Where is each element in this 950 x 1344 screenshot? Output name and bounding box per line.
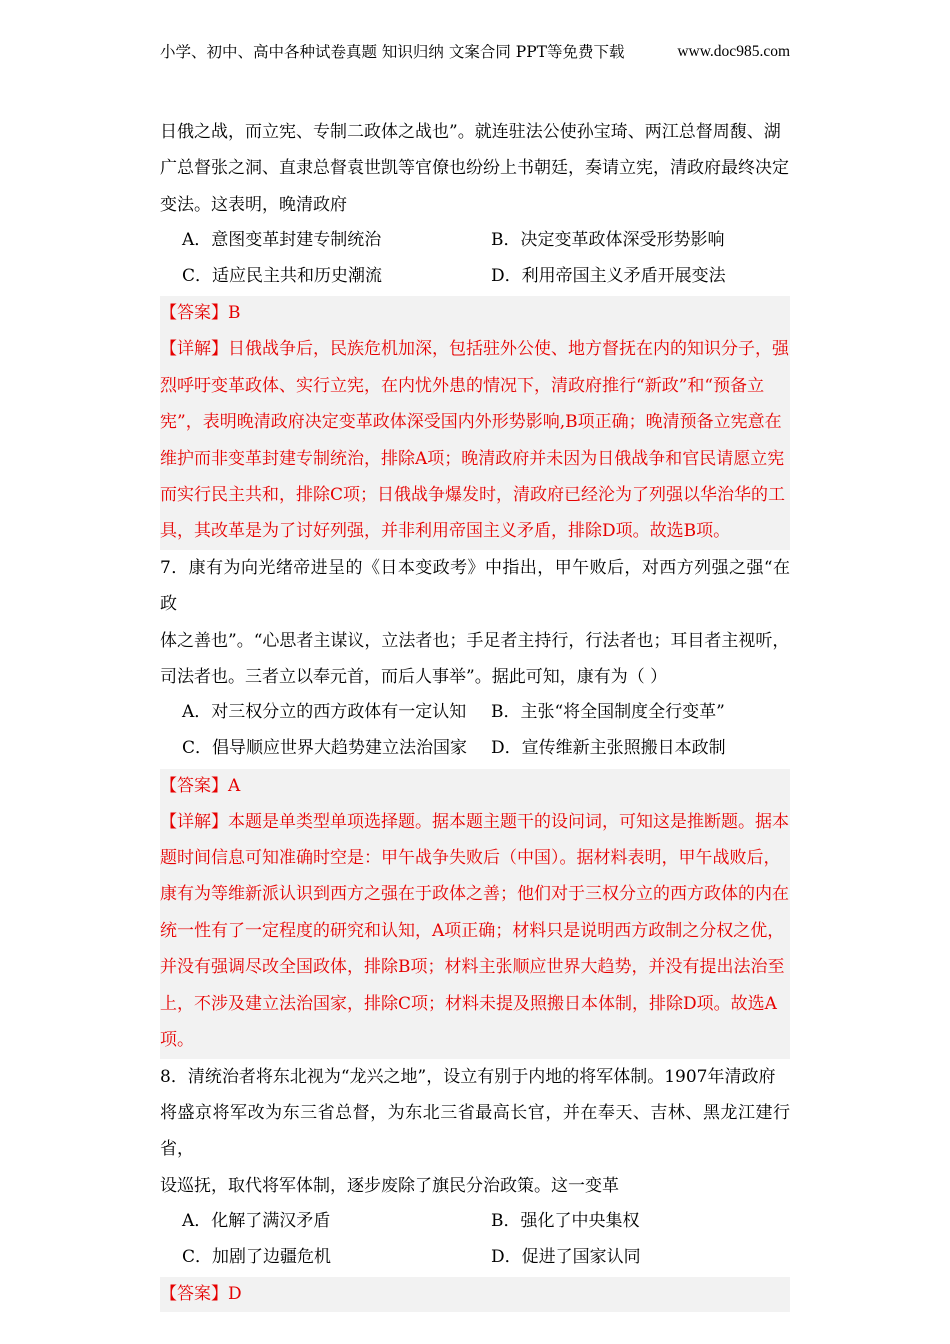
answer-block (160, 769, 790, 1059)
answer-block (160, 1277, 790, 1312)
option-c: C．加剧了边疆危机 (182, 1246, 332, 1267)
question-stem-line: 7．康有为向光绪帝进呈的《日本变政考》中指出，甲午败后，对西方列强之强“在政 (160, 557, 790, 615)
explanation-line: 烈呼吁变革政体、实行立宪，在内忧外患的情况下，清政府推行“新政”和“预备立 (160, 375, 765, 396)
explanation-line: 具，其改革是为了讨好列强，并非利用帝国主义矛盾，排除D项。故选B项。 (160, 521, 731, 542)
explanation-line: 而实行民主共和，排除C项；日俄战争爆发时，清政府已经沦为了列强以华治华的工 (160, 485, 786, 506)
explanation-line: 项。 (160, 1030, 194, 1051)
question-stem-line: 日俄之战，而立宪、专制二政体之战也”。就连驻法公使孙宝琦、两江总督周馥、湖 (160, 122, 781, 142)
header-slogan: 小学、初中、高中各种试卷真题 知识归纳 文案合同 PPT等免费下载 (160, 43, 625, 61)
option-row (160, 695, 790, 731)
question-stem-line: 司法者也。三者立以奉元首，而后人事举”。据此可知，康有为（ ） (160, 667, 668, 688)
question-6 (160, 114, 790, 550)
question-stem-line: 广总督张之洞、直隶总督袁世凯等官僚也纷纷上书朝廷，奏请立宪，清政府最终决定 (160, 158, 789, 179)
answer-label: 【答案】A (160, 775, 241, 796)
explanation-line: 【详解】本题是单类型单项选择题。据本题主题干的设问词，可知这是推断题。据本 (160, 811, 789, 832)
question-8 (160, 1059, 790, 1313)
question-stem-line: 设巡抚，取代将军体制，逐步废除了旗民分治政策。这一变革 (160, 1175, 619, 1196)
option-a: A．对三权分立的西方政体有一定认知 (182, 702, 467, 723)
question-stem-line: 体之善也”。“心思者主谋议，立法者也；手足者主持行，行法者也；耳目者主视听， (160, 630, 790, 651)
answer-label: 【答案】B (160, 303, 241, 324)
option-row (160, 731, 790, 767)
explanation-line: 题时间信息可知准确时空是：甲午战争失败后（中国）。据材料表明，甲午战败后， (160, 848, 781, 869)
option-c: C．倡导顺应世界大趋势建立法治国家 (182, 738, 468, 759)
explanation-line: 维护而非变革封建专制统治，排除A项；晚清政府并未因为日俄战争和官民请愿立宪 (160, 448, 785, 469)
option-row (160, 223, 790, 259)
header-url: www.doc985.com (677, 43, 790, 60)
page-header (160, 42, 790, 62)
answer-label: 【答案】D (160, 1284, 242, 1305)
question-stem-line: 将盛京将军改为东三省总督，为东北三省最高长官，并在奉天、吉林、黑龙江建行省， (160, 1102, 790, 1160)
document-body (160, 114, 790, 1312)
explanation-line: 【详解】日俄战争后，民族危机加深，包括驻外公使、地方督抚在内的知识分子，强 (160, 339, 789, 360)
option-b: B．强化了中央集权 (491, 1211, 640, 1232)
option-row (160, 1240, 790, 1276)
answer-block (160, 296, 790, 549)
option-b: B．主张“将全国制度全行变革” (491, 702, 725, 723)
question-stem-line: 8．清统治者将东北视为“龙兴之地”，设立有别于内地的将军体制。1907年清政府 (160, 1066, 776, 1087)
option-d: D．利用帝国主义矛盾开展变法 (491, 265, 726, 286)
question-7 (160, 550, 790, 1059)
option-c: C．适应民主共和历史潮流 (182, 265, 383, 286)
explanation-line: 宪”，表明晚清政府决定变革政体深受国内外形势影响,B项正确；晚清预备立宪意在 (160, 412, 782, 433)
option-a: A．化解了满汉矛盾 (182, 1211, 331, 1232)
option-row (160, 1204, 790, 1240)
explanation-line: 康有为等维新派认识到西方之强在于政体之善；他们对于三权分立的西方政体的内在 (160, 884, 789, 905)
option-d: D．宣传维新主张照搬日本政制 (491, 738, 726, 759)
option-row (160, 259, 790, 295)
question-stem-line: 变法。这表明，晚清政府 (160, 194, 347, 215)
explanation-line: 上，不涉及建立法治国家，排除C项；材料未提及照搬日本体制，排除D项。故选A (160, 993, 777, 1014)
explanation-line: 统一性有了一定程度的研究和认知，A项正确；材料只是说明西方政制之分权之优， (160, 920, 785, 941)
option-d: D．促进了国家认同 (491, 1246, 641, 1267)
option-b: B．决定变革政体深受形势影响 (491, 230, 725, 251)
explanation-line: 并没有强调尽改全国政体，排除B项；材料主张顺应世界大趋势，并没有提出法治至 (160, 957, 785, 978)
option-a: A．意图变革封建专制统治 (182, 230, 382, 251)
